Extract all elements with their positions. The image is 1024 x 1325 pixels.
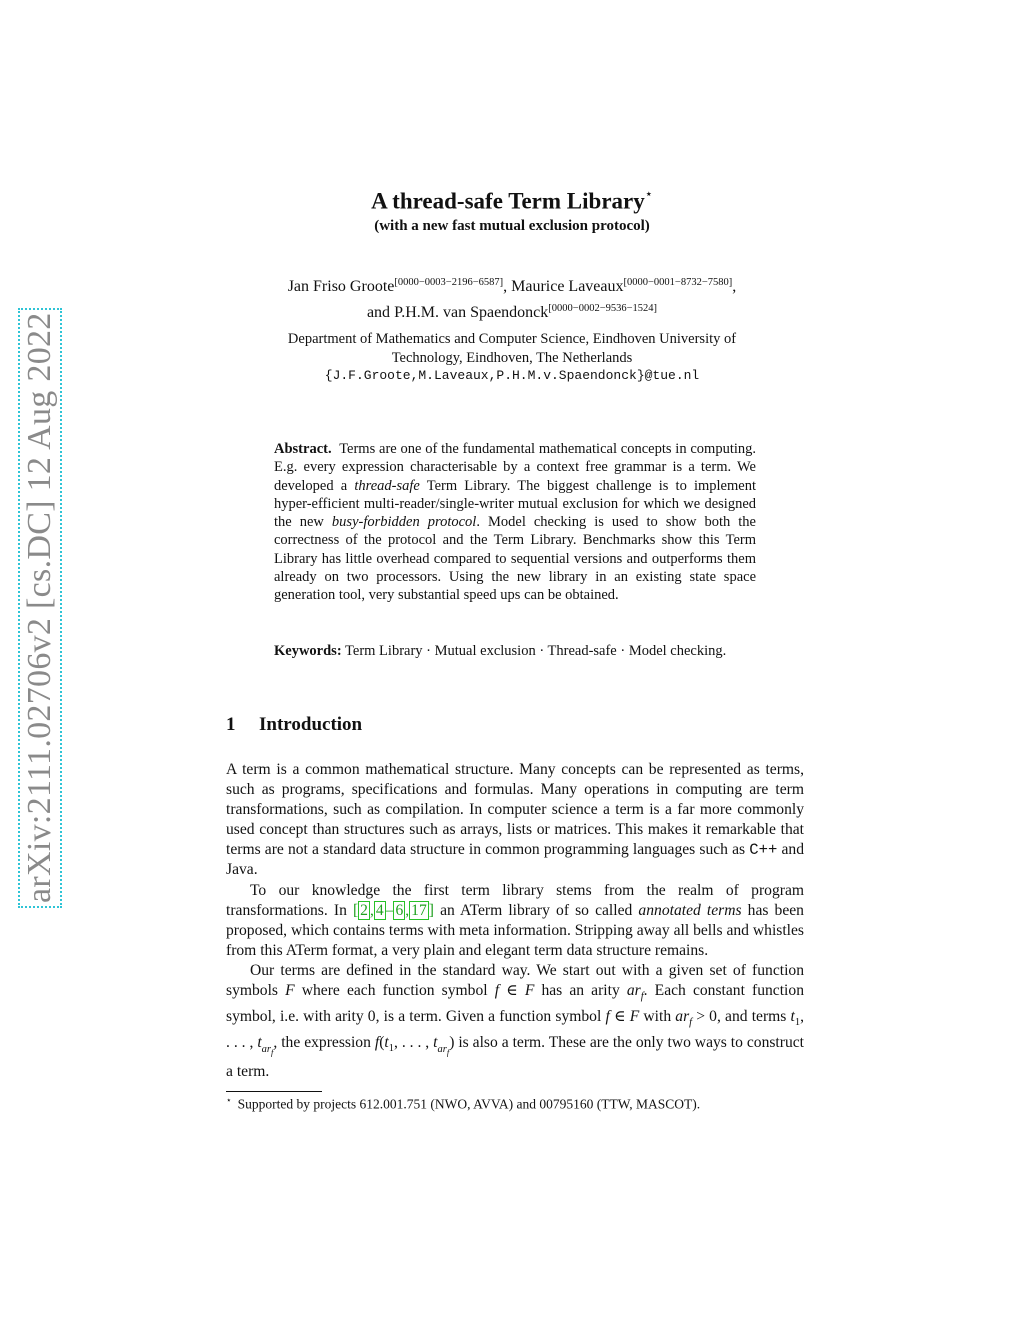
affiliation-line: Department of Mathematics and Computer Science, Eindhoven University of [287, 331, 737, 347]
math-subscript: 1 [794, 1017, 801, 1029]
math-symbol: ∈ [506, 982, 518, 1000]
keywords [274, 642, 756, 660]
author-name: Maurice Laveaux [511, 278, 624, 295]
paragraph-text: . Each constant function symbol, i.e. with arity 0, is a term. Given a function symbol [226, 982, 804, 1026]
keywords-text: Term Library · Mutual exclusion · Thread-safe · Model checking. [345, 643, 727, 659]
paragraph-text: where each function symbol [294, 982, 495, 1000]
paragraph-text: A term is a common mathematical structure. Many concepts can be represented as terms, such as programs, specifications and formulas. Many operations in computing are term transformations, such as compilation. In computer science a term is a far more commonly used concept than structures such as arrays, lists or matrices. This makes it remarkable that terms are not a standard data structure in common programming languages such as [226, 761, 804, 859]
paragraph [226, 881, 804, 961]
abstract-text: Term Library. The biggest challenge is to implement hyper-efficient multi-reader/single-writer mutual exclusion for which we designed the new [274, 477, 756, 531]
footnote-rule [226, 1091, 322, 1092]
author-orcid: [0000−0001−8732−7580] [623, 277, 733, 288]
paragraph-emphasis: annotated terms [638, 901, 742, 919]
footnote-text: Supported by projects 612.001.751 (NWO, AVVA) and 00795160 (TTW, MASCOT). [237, 1096, 701, 1112]
abstract-label: Abstract. [274, 441, 332, 457]
affiliation-line: Technology, Eindhoven, The Netherlands [391, 349, 633, 366]
abstract-emphasis: busy-forbidden protocol [331, 514, 477, 531]
paragraph-text: ) is also a term. These are the only two ways to construct a term. [226, 1034, 805, 1080]
math-symbol: f [640, 991, 644, 1003]
arxiv-stamp [18, 308, 62, 908]
math-symbol: ar [437, 1043, 447, 1055]
citation-link[interactable]: 4 [375, 901, 384, 919]
math-symbol: ∈ [613, 1008, 626, 1026]
citation-link[interactable]: 6 [395, 901, 404, 919]
author-list: Jan Friso Groote[0000−0003−2196−6587], Maurice Laveaux[0000−0001−8732−7580], and P.H.M. van Spaendonck[0000−0002−9536−1524] [287, 277, 737, 321]
math-symbol: f [605, 1008, 610, 1026]
citation-group: [ 2 , 4 – 6 , 17 ] [352, 901, 434, 919]
footnote-mark: ⋆ [226, 1095, 232, 1105]
title-footnote-mark: ⋆ [644, 186, 653, 201]
citation-link[interactable]: 2 [360, 901, 368, 919]
author-orcid: [0000−0003−2196−6587] [394, 277, 504, 288]
math-symbol: f [271, 1046, 274, 1057]
paragraph-text: Our terms are defined in the standard way. We start out with a given set of function symbols [226, 961, 804, 1000]
math-symbol: F [285, 982, 295, 1000]
math-symbol: ar [675, 1008, 690, 1026]
abstract [274, 440, 756, 605]
math-symbol: , . . . , [226, 1008, 805, 1052]
math-symbol: t [257, 1034, 262, 1052]
math-symbol: t [433, 1034, 438, 1052]
math-symbol: f [494, 982, 500, 1000]
paragraph [226, 760, 804, 881]
keywords-label: Keywords: [274, 643, 342, 659]
math-symbol: t [790, 1008, 795, 1026]
section-title: Introduction [259, 714, 363, 735]
paper-title-text: A thread-safe Term Library [371, 188, 645, 214]
affiliation [0, 330, 1024, 386]
inline-code: C++ [749, 841, 778, 860]
paragraph-text: has been proposed, which contains terms with meta information. Stripping away all bells and whistles from this ATerm format, a very plain and elegant term data structure remains. [226, 901, 804, 959]
paragraph-text: , the expression [273, 1034, 375, 1052]
math-symbol: ar [261, 1043, 272, 1055]
section-heading [226, 714, 362, 736]
paragraph: Our terms are defined in the standard way. We start out with a given set of function symbols F where each function symbol f ∈ F has an arity $ar_f$. Each constant function symbol, i.e. with arity 0, is a term. Given a function symbol f ∈ F with $ar_f > 0$, and terms $t_1$, . . . , $t_{ar_f}$, the expression $f(t_1$, . . . , $t_{ar_f}$) is also a term. These are the only two ways to construct a term. [226, 961, 805, 1080]
paper-title [0, 188, 1024, 215]
citation-link[interactable]: 17 [411, 901, 427, 919]
author-orcid: [0000−0002−9536−1524] [548, 303, 658, 314]
math-symbol: F [524, 982, 535, 1000]
arxiv-stamp-text: arXiv:2111.02706v2 [cs.DC] 12 Aug 2022 [21, 312, 58, 903]
math-symbol: F [629, 1008, 640, 1026]
body-text [226, 760, 804, 1082]
math-symbol: ar [626, 982, 641, 1000]
paragraph-text: To our knowledge the first term library stems from the realm of program transformations. In [226, 881, 804, 919]
math-symbol: f [689, 1017, 693, 1029]
math-subscript: 1 [388, 1043, 394, 1055]
abstract-text: Terms are one of the fundamental mathematical concepts in computing. E.g. every expression characterisable by a context free grammar is a term. We developed a [274, 441, 757, 494]
footnote [226, 1095, 700, 1113]
paragraph-text: with [639, 1008, 676, 1026]
paper-subtitle: (with a new fast mutual exclusion protocol) [374, 218, 650, 234]
paragraph-text: > 0, and terms [692, 1008, 791, 1026]
math-symbol: f [374, 1034, 380, 1052]
math-symbol: , . . . , [393, 1034, 434, 1052]
abstract-emphasis: thread-safe [354, 477, 420, 494]
author-name: P.H.M. van Spaendonck [394, 304, 549, 321]
paragraph-text: and Java. [226, 841, 804, 879]
author-name: Jan Friso Groote [287, 278, 395, 295]
paragraph-text: has an arity [534, 982, 627, 1000]
math-symbol: f [446, 1046, 450, 1057]
paragraph-text: an ATerm library of so called [433, 901, 639, 919]
section-number: 1 [226, 714, 236, 735]
math-symbol: t [384, 1034, 389, 1052]
abstract-text: . Model checking is used to show both the correctness of the protocol and the Term Library. Benchmarks show this Term Library has little overhead compared to sequential versions and outperforms them already on two processors. Using the new library in an existing state space generation tool, very substantial speed ups can be obtained. [274, 514, 756, 604]
author-emails: {J.F.Groote,M.Laveaux,P.H.M.v.Spaendonck}@tue.nl [324, 368, 700, 383]
